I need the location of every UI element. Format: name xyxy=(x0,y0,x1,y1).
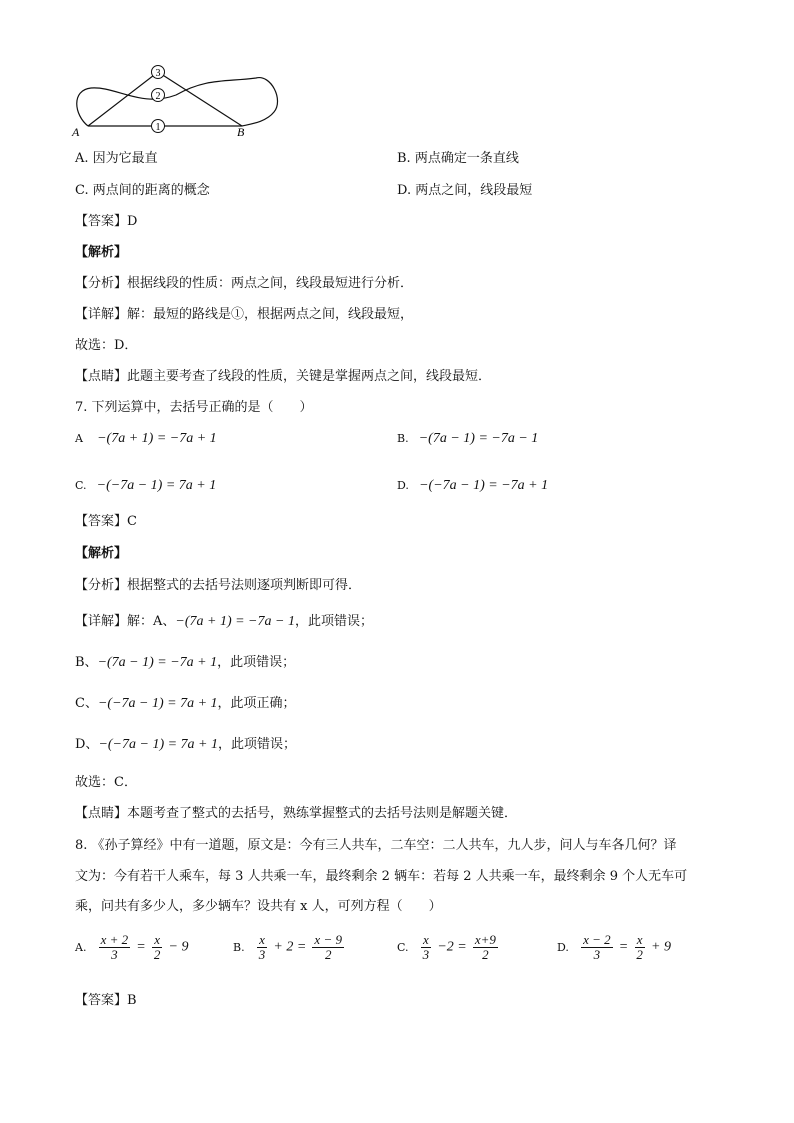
q8-option-c-fraction-2 xyxy=(473,933,498,961)
q7-option-d xyxy=(397,477,548,495)
q7-answer: 【答案】C xyxy=(75,514,137,529)
q8-option-d-letter: D. xyxy=(557,940,569,954)
q7-option-b xyxy=(397,430,538,448)
q8-option-a-letter: A. xyxy=(75,940,87,954)
q8-option-b-denominator-1: 3 xyxy=(258,946,266,962)
q8-option-b-fraction-2 xyxy=(312,933,344,961)
q8-stem-line-2: 文为：今有若干人乘车，每 3 人共乘一车，最终剩余 2 辆车：若每 2 人共乘一车，最终剩余 9 个人无车可 xyxy=(75,869,688,884)
q7-solution-c-prefix: C、 xyxy=(75,696,98,711)
q7-option-d-letter: D. xyxy=(397,479,409,492)
q8-option-a xyxy=(75,933,188,961)
q7-solution-b-math: −(7a − 1) = −7a + 1 xyxy=(97,655,218,670)
q7-solution-a-math: −(7a + 1) = −7a − 1 xyxy=(175,614,295,629)
q7-option-d-math: −(−7a − 1) = −7a + 1 xyxy=(419,478,549,493)
q8-option-b-letter: B. xyxy=(233,940,245,954)
q8-option-b-denominator-2: 2 xyxy=(324,946,332,962)
q6-comment: 【点睛】此题主要考查了线段的性质，关键是掌握两点之间，线段最短． xyxy=(75,369,492,384)
q7-solution-d-verdict: ，此项错误； xyxy=(218,737,297,752)
q7-option-c xyxy=(75,477,216,495)
q8-option-a-operator: = xyxy=(136,939,146,955)
q7-option-a xyxy=(75,430,217,448)
q6-option-d: D. 两点之间，线段最短 xyxy=(397,183,533,198)
q7-solution-a xyxy=(75,613,373,631)
q8-option-d-fraction-1 xyxy=(581,933,613,961)
q7-solution-b xyxy=(75,654,295,672)
q7-solution-a-verdict: ，此项错误； xyxy=(294,614,373,629)
q8-option-d-denominator-2: 2 xyxy=(636,946,643,962)
q6-choice: 故选：D． xyxy=(75,338,138,353)
q8-option-d-operator: = xyxy=(618,939,629,955)
q8-option-a-denominator-1: 3 xyxy=(111,946,118,962)
q7-option-c-math: −(−7a − 1) = 7a + 1 xyxy=(96,478,217,493)
q8-option-d-numerator-2: x xyxy=(636,932,643,947)
q8-option-c-denominator-1: 3 xyxy=(422,946,430,962)
q8-option-d-fraction-2 xyxy=(634,933,645,961)
q8-option-a-fraction-2 xyxy=(152,933,163,961)
q8-option-d-tail: + 9 xyxy=(651,939,671,955)
q7-option-a-math: −(7a + 1) = −7a + 1 xyxy=(97,431,217,446)
point-a-label: A xyxy=(72,125,80,139)
q8-option-d-numerator-1: x − 2 xyxy=(583,932,611,947)
q7-comment: 【点睛】本题考查了整式的去括号，熟练掌握整式的去括号法则是解题关键． xyxy=(75,806,518,821)
q6-option-b: B. 两点确定一条直线 xyxy=(397,151,519,166)
q7-solution-c xyxy=(75,695,296,713)
q8-option-c-denominator-2: 2 xyxy=(482,946,489,962)
q8-stem-line-3: 乘，问共有多少人，多少辆车？设共有 x 人，可列方程（ ） xyxy=(75,899,442,914)
q7-analysis: 【分析】根据整式的去括号法则逐项判断即可得． xyxy=(75,578,362,593)
q7-option-b-math: −(7a − 1) = −7a − 1 xyxy=(418,431,539,446)
q7-solution-d xyxy=(75,736,296,754)
q8-option-a-tail: − 9 xyxy=(168,939,189,955)
q6-solution: 【详解】解：最短的路线是①，根据两点之间，线段最短， xyxy=(75,307,414,322)
route-2-label: 2 xyxy=(155,91,161,102)
q7-choice: 故选：C． xyxy=(75,775,137,790)
q8-stem-line-1: 8. 《孙子算经》中有一道题，原文是：今有三人共车，二车空：二人共车，九人步，问人与车各几何？译 xyxy=(75,838,677,853)
q8-option-b-numerator-1: x xyxy=(259,932,265,947)
q7-solution-c-math: −(−7a − 1) = 7a + 1 xyxy=(97,696,218,711)
q7-analysis-label: 【解析】 xyxy=(75,546,128,561)
point-b-label: B xyxy=(237,125,245,139)
q7-stem: 7. 下列运算中，去括号正确的是（ ） xyxy=(75,400,313,415)
q7-option-a-letter: A xyxy=(75,432,83,445)
q6-answer: 【答案】D xyxy=(75,214,138,229)
q6-option-a: A. 因为它最直 xyxy=(75,151,158,166)
q8-option-a-fraction-1 xyxy=(99,933,131,961)
q8-option-c-operator: −2 = xyxy=(437,939,467,955)
q7-solution-prefix: 【详解】解：A、 xyxy=(75,614,176,629)
q8-answer: 【答案】B xyxy=(75,993,137,1008)
q8-option-b-fraction-1 xyxy=(257,933,268,961)
q8-option-c-fraction-1 xyxy=(421,933,432,961)
q8-option-b-numerator-2: x − 9 xyxy=(314,932,342,947)
q6-option-c: C. 两点间的距离的概念 xyxy=(75,183,210,198)
q8-option-d xyxy=(557,933,671,961)
route-3-label: 3 xyxy=(155,68,161,79)
q7-solution-b-verdict: ，此项错误； xyxy=(217,655,296,670)
q7-solution-d-math: −(−7a − 1) = 7a + 1 xyxy=(98,737,218,752)
q7-solution-b-prefix: B、 xyxy=(75,655,98,670)
q8-option-a-numerator-2: x xyxy=(154,932,161,947)
q7-solution-d-prefix: D、 xyxy=(75,737,99,752)
q8-option-d-denominator-1: 3 xyxy=(593,946,601,962)
q7-option-b-letter: B. xyxy=(397,432,409,445)
q6-analysis-label: 【解析】 xyxy=(75,245,128,260)
q8-option-a-denominator-2: 2 xyxy=(153,946,161,962)
q8-option-c xyxy=(397,933,500,961)
route-diagram xyxy=(66,60,326,140)
q7-solution-c-verdict: ，此项正确； xyxy=(217,696,296,711)
q8-option-c-letter: C. xyxy=(397,940,409,954)
q7-option-c-letter: C. xyxy=(75,479,87,492)
route-2-polyline xyxy=(88,72,242,126)
q8-option-c-numerator-2: x+9 xyxy=(474,932,496,947)
route-1-label: 1 xyxy=(155,122,161,133)
q8-option-b-operator: + 2 = xyxy=(273,939,307,955)
q6-analysis: 【分析】根据线段的性质：两点之间，线段最短进行分析． xyxy=(75,276,414,291)
q8-option-b xyxy=(233,933,346,961)
q8-option-a-numerator-1: x + 2 xyxy=(100,932,129,947)
q8-option-c-numerator-1: x xyxy=(423,932,429,947)
